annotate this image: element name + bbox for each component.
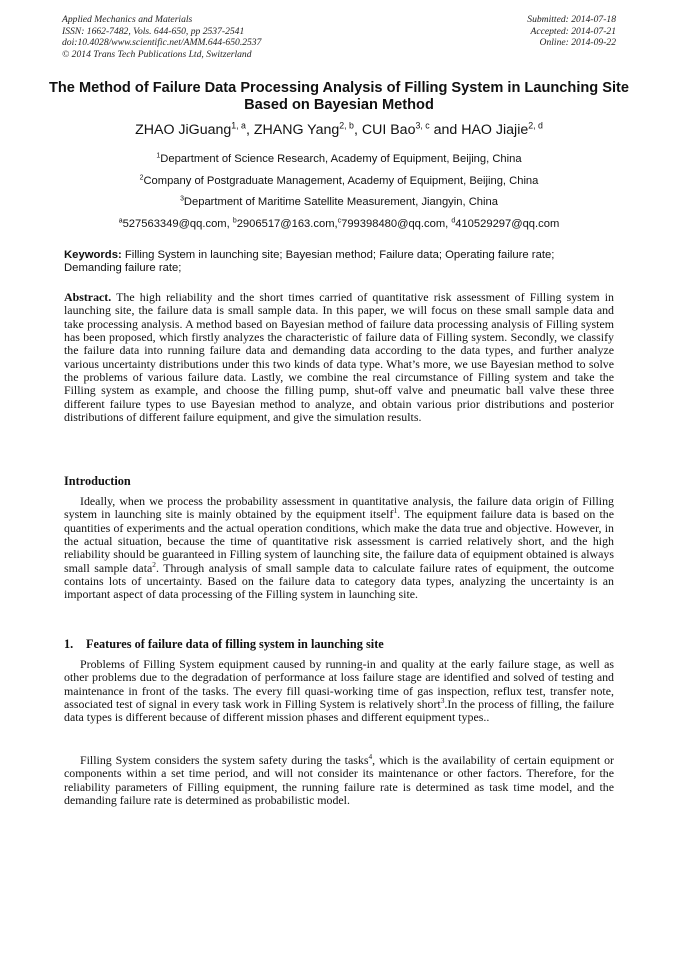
- email-marker: a: [118, 217, 123, 225]
- author-affiliation-marker: 3, c: [415, 120, 430, 131]
- author-affiliation-marker: 2, b: [339, 120, 354, 131]
- abstract-text: The high reliability and the short times carried of quantitative risk assessment of Filling system in launching site, the failure data is small sample data. In this paper, we will focus on these small sample data and take processing analysis. A method based on Bayesian method of failure data processing analysis of Filling system has been proposed, which firstly analyzes the characteristic of failure data of Filling system. Secondly, we classify the failure data into running failure data and demanding data according to the data types, and further analyze various uncertainty distributions under this two kinds of data type. What’s more, we use Bayesian method to solve the problems of various failure data. Lastly, we combine the real circumstance of Filling system and take the Filling system as example, and choose the filling pump, shut-off valve and pneumatic ball valve these three different failure types to use Bayesian method to analyze, and obtain various prior distributions and posterior distributions of different failure equipment, and give the simulation results.: [64, 290, 614, 425]
- paragraph-text: Ideally, when we process the probability assessment in quantitative analysis, the failure data origin of Filling system in launching site is mainly obtained by the equipment itself: [64, 494, 614, 522]
- email-address[interactable]: 410529297@qq.com: [455, 218, 560, 230]
- paper-title: The Method of Failure Data Processing Analysis of Filling System in Launching Site Based on Bayesian Method: [48, 80, 630, 113]
- introduction-heading: Introduction: [64, 474, 131, 488]
- email-address[interactable]: 799398480@qq.com,: [341, 218, 452, 230]
- affiliation-2: [40, 175, 638, 188]
- paragraph-text: . Through analysis of small sample data to calculate failure rates of equipment, the outcome contains lots of uncertainty. Based on the failure data to category data types, analyzing the uncertainty is an important aspect of data processing of the Filling system in launching site.: [64, 560, 614, 602]
- affiliation-1: [40, 153, 638, 166]
- author-separator: ,: [245, 122, 254, 138]
- keywords-label: Keywords:: [64, 249, 122, 261]
- abstract-label: Abstract.: [64, 290, 112, 304]
- section-1-heading: [64, 637, 384, 651]
- affiliation-text: Department of Maritime Satellite Measurement, Jiangyin, China: [183, 196, 498, 208]
- author-list: [40, 122, 638, 139]
- section-title: Features of failure data of filling system in launching site: [86, 637, 384, 651]
- keywords-text: Filling System in launching site; Bayesian method; Failure data; Operating failure rate; Demanding failure rate;: [64, 249, 555, 274]
- author-affiliation-marker: 1, a: [231, 120, 246, 131]
- section-1-paragraph-2: [64, 754, 614, 807]
- citation-marker[interactable]: 3: [440, 696, 445, 706]
- affiliation-text: Company of Postgraduate Management, Academy of Equipment, Beijing, China: [143, 175, 539, 187]
- email-marker: b: [232, 217, 237, 225]
- section-1-paragraph-1: [64, 658, 614, 725]
- introduction-paragraph: [64, 495, 614, 602]
- keywords: [64, 249, 614, 275]
- email-marker: d: [451, 217, 456, 225]
- author-name: CUI Bao: [361, 122, 416, 138]
- author-affiliation-marker: 2, d: [528, 120, 543, 131]
- accepted-date: Accepted: 2014-07-21: [530, 25, 616, 37]
- author-separator: and: [429, 122, 462, 138]
- doi-line[interactable]: doi:10.4028/www.scientific.net/AMM.644-650.2537: [62, 37, 262, 49]
- author-name: ZHAO JiGuang: [135, 122, 232, 138]
- affiliation-marker: 3: [180, 195, 184, 203]
- submitted-date: Submitted: 2014-07-18: [527, 14, 616, 25]
- abstract: [64, 291, 614, 424]
- journal-info: [62, 14, 261, 60]
- email-list: [40, 218, 638, 231]
- email-address[interactable]: 527563349@qq.com,: [122, 218, 233, 230]
- email-marker: c: [337, 217, 342, 225]
- online-date: Online: 2014-09-22: [539, 37, 616, 49]
- affiliation-marker: 2: [139, 174, 144, 182]
- citation-marker[interactable]: 2: [152, 559, 156, 569]
- section-number: 1.: [64, 637, 74, 651]
- email-address[interactable]: 2906517@163.com,: [236, 218, 338, 230]
- author-name: ZHANG Yang: [253, 122, 340, 138]
- journal-name: Applied Mechanics and Materials: [62, 14, 193, 25]
- paragraph-text: . The equipment failure data is based on the quantities of experiments and the actual operation conditions, which make the data true and objective. However, in the actual situation, because the time of quantitative risk assessment is carried relatively short, and the high reliability should be guaranteed in Filling system of launching site, the failure data of equipment obtained is always small sample data: [64, 507, 614, 575]
- issn-line: ISSN: 1662-7482, Vols. 644-650, pp 2537-2541: [62, 25, 245, 37]
- affiliation-3: [40, 196, 638, 209]
- copyright-line: © 2014 Trans Tech Publications Ltd, Switzerland: [62, 48, 252, 60]
- submission-dates: [527, 14, 616, 49]
- citation-marker[interactable]: 4: [368, 752, 373, 762]
- author-name: HAO Jiajie: [461, 122, 529, 138]
- affiliation-marker: 1: [156, 152, 161, 160]
- paragraph-text: , which is the availability of certain equipment or components within a set time period, and will not consider its maintenance or other factors. Therefore, for the reliability parameters of Filling equipment, the running failure rate is determined as task time model, and the demanding failure rate is determined as probabilistic model.: [64, 753, 614, 808]
- citation-marker[interactable]: 1: [393, 506, 398, 516]
- author-separator: ,: [353, 122, 362, 138]
- paragraph-text: Filling System considers the system safety during the tasks: [80, 753, 369, 767]
- paragraph-text: .In the process of filling, the failure data types is different because of different mission phases and different equipment types..: [64, 697, 614, 725]
- paragraph-text: Problems of Filling System equipment caused by running-in and quality at the early failure stage, as well as other problems due to the degradation of performance at loss failure stage are identified and solved of testing and maintenance in front of the tasks. The every fill quasi-working time of gas inspection, reflux test, transfer note, associated test of signal in every task work in Filling System is relatively short: [64, 657, 614, 712]
- affiliation-text: Department of Science Research, Academy of Equipment, Beijing, China: [160, 153, 522, 165]
